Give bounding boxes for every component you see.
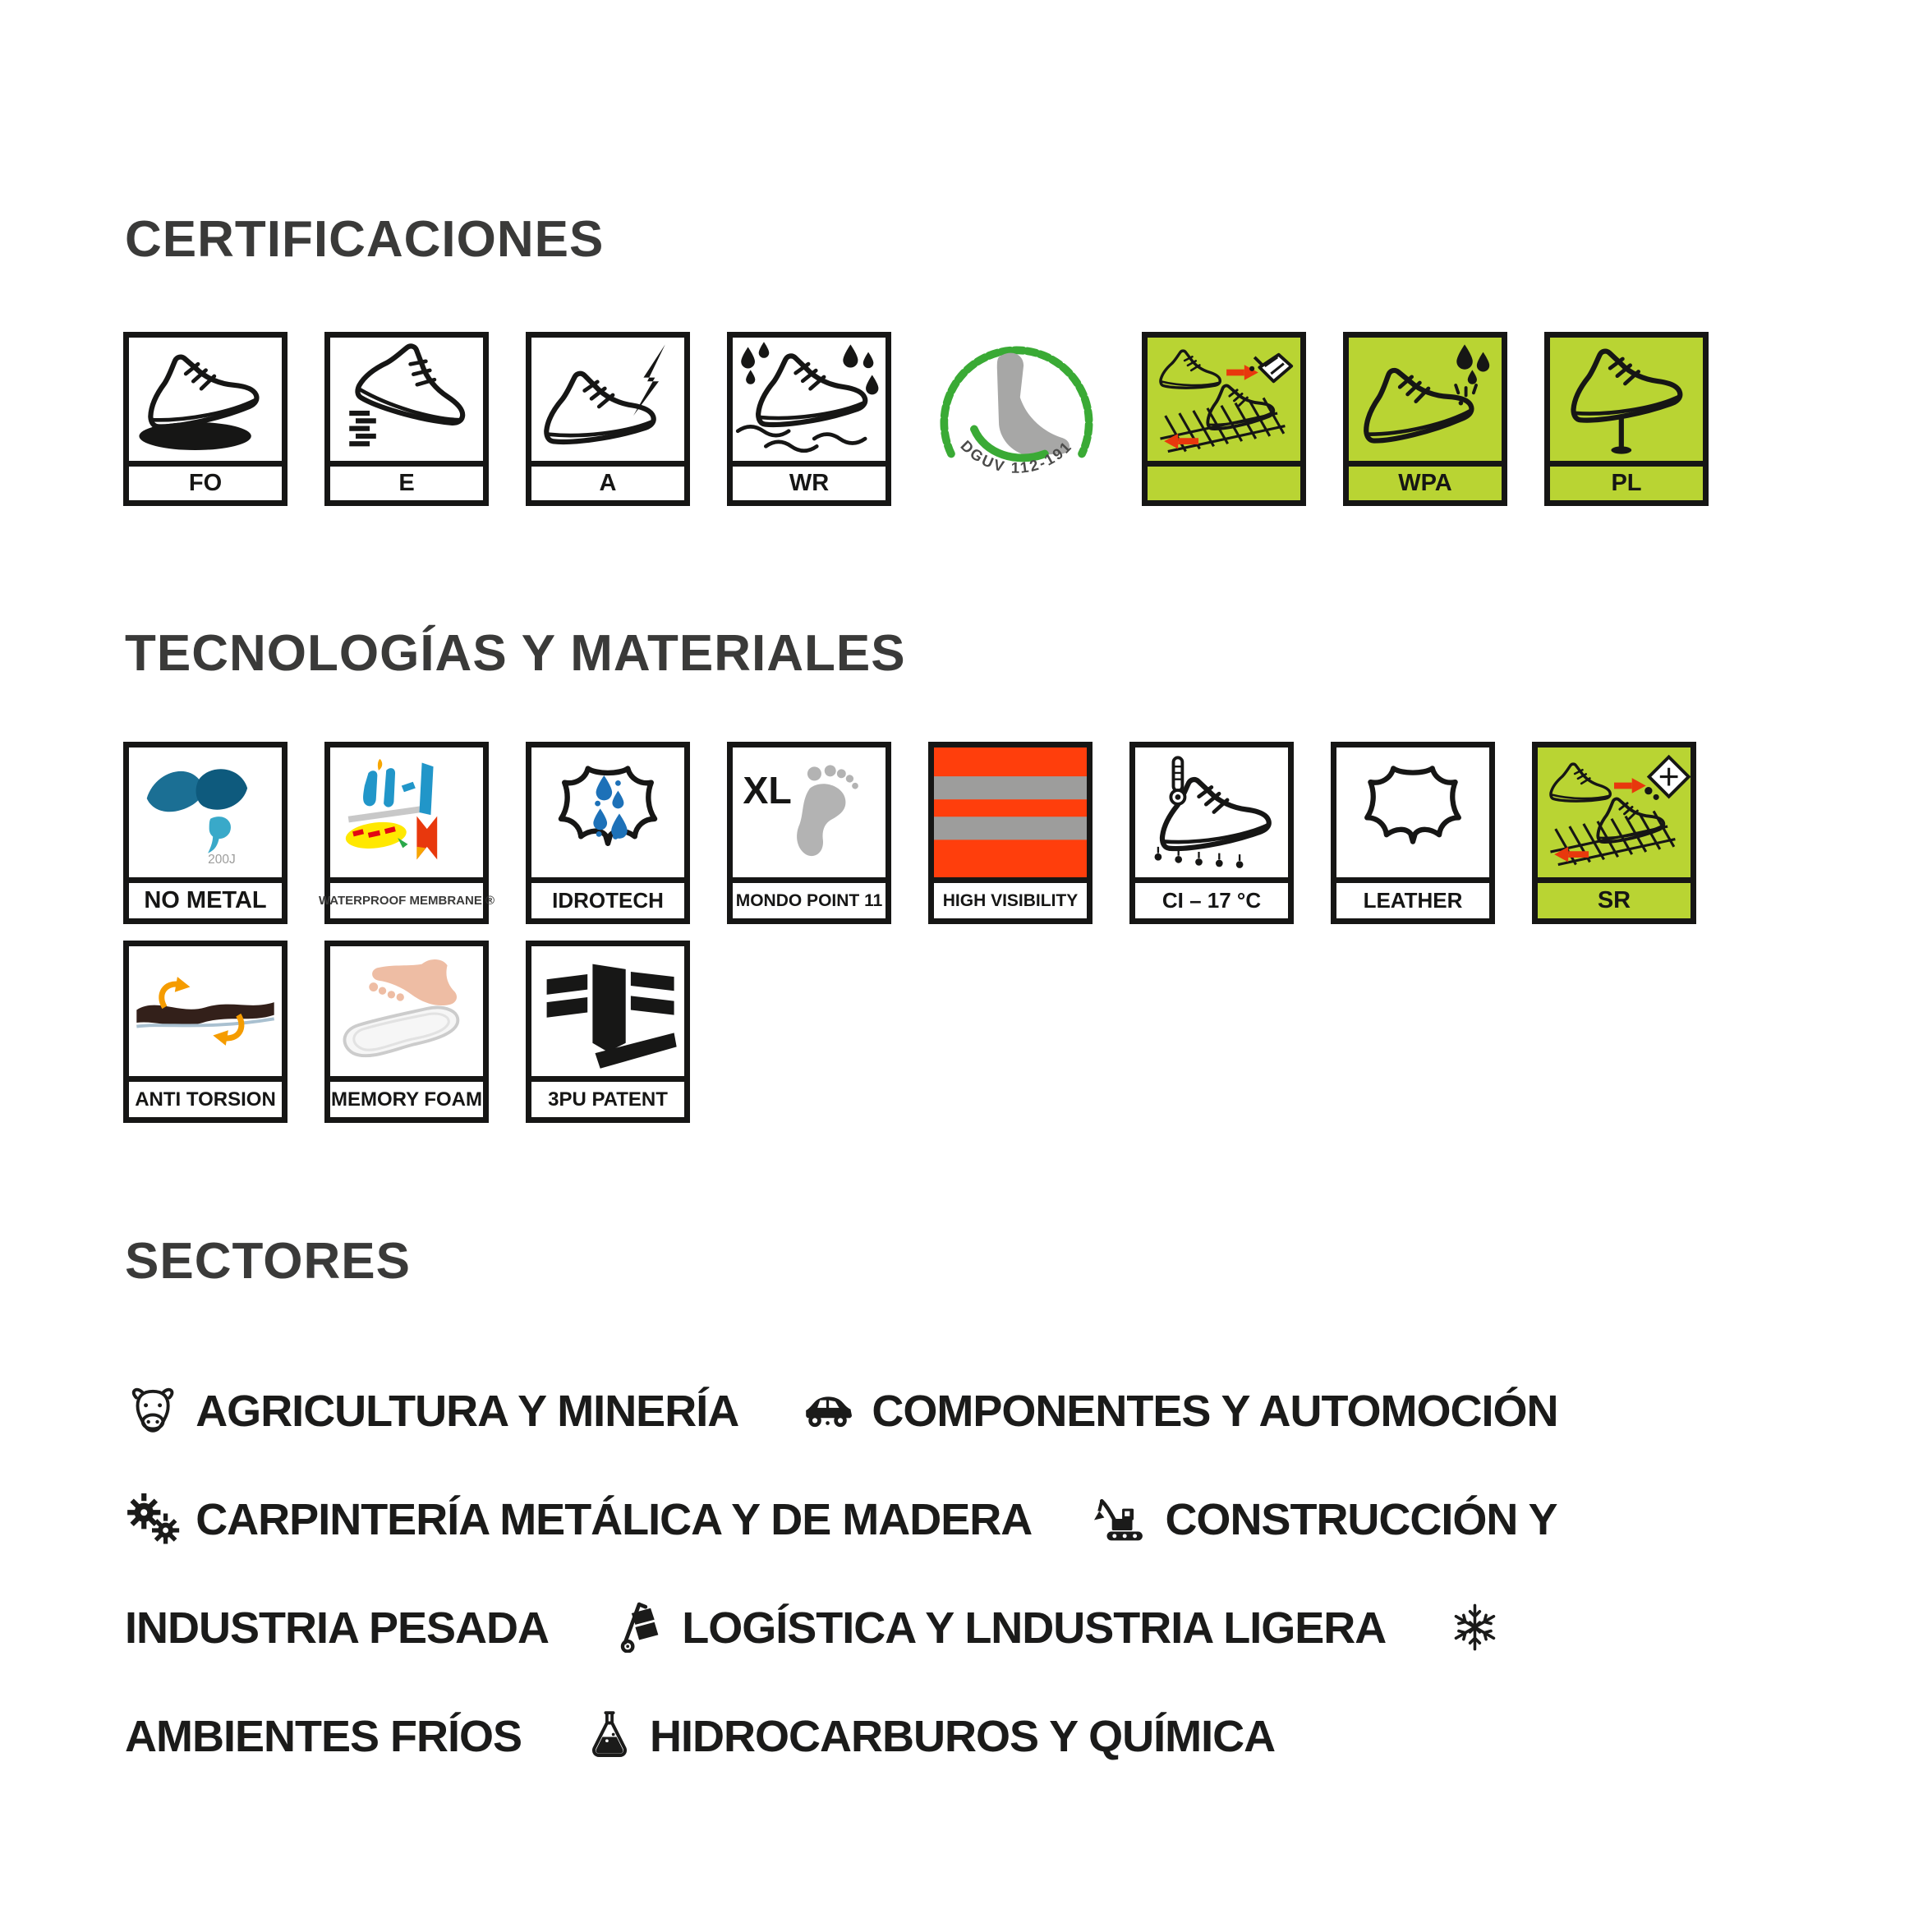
badge-label: SR bbox=[1538, 877, 1690, 918]
tech-badge-no-metal bbox=[123, 742, 288, 924]
badge-label: IDROTECH bbox=[531, 877, 684, 918]
cert-badge-e bbox=[324, 332, 489, 506]
cert-badge-fo bbox=[123, 332, 288, 506]
tech-badge-leather bbox=[1331, 742, 1495, 924]
badge-label bbox=[1148, 461, 1300, 500]
shoe-oil-resistant-icon bbox=[129, 338, 282, 461]
mondo-point-note: XL bbox=[743, 769, 792, 812]
sector-label: CARPINTERÍA METÁLICA Y DE MADERA bbox=[196, 1495, 1033, 1544]
tech-badge-sr bbox=[1532, 742, 1696, 924]
badge-label: 3PU PATENT bbox=[531, 1076, 684, 1117]
badge-label: LEATHER bbox=[1336, 877, 1489, 918]
badge-label: CI – 17 °C bbox=[1135, 877, 1288, 918]
badge-label: ANTI TORSION bbox=[129, 1076, 282, 1117]
sectors-list bbox=[125, 1357, 1669, 1791]
badge-label: WPA bbox=[1349, 461, 1502, 500]
shoe-water-resistant-icon bbox=[733, 338, 886, 461]
badge-label: WATERPROOF MEMBRANE ® bbox=[330, 877, 483, 918]
cert-badge-wpa bbox=[1343, 332, 1507, 506]
cow-icon bbox=[125, 1385, 181, 1436]
tech-badge-high-visibility bbox=[928, 742, 1092, 924]
hand-truck-icon bbox=[611, 1602, 667, 1653]
sector-label: LOGÍSTICA Y LNDUSTRIA LIGERA bbox=[682, 1603, 1387, 1653]
badge-label: WR bbox=[733, 461, 886, 500]
badge-label: A bbox=[531, 461, 684, 500]
sector-label: AMBIENTES FRÍOS bbox=[125, 1712, 522, 1761]
badge-label: HIGH VISIBILITY bbox=[934, 877, 1087, 918]
three-pu-patent-icon bbox=[531, 946, 684, 1076]
cert-badge-oil-grip bbox=[1142, 332, 1306, 506]
anti-torsion-sole-icon bbox=[129, 946, 282, 1076]
snowflake-icon bbox=[1448, 1602, 1502, 1653]
flask-icon bbox=[584, 1710, 635, 1761]
shoe-energy-absorption-icon bbox=[330, 338, 483, 461]
leather-hide-icon bbox=[1336, 748, 1489, 877]
leather-water-drops-icon bbox=[531, 748, 684, 877]
cert-badge-pl bbox=[1544, 332, 1709, 506]
shoe-perforation-icon bbox=[1550, 338, 1703, 461]
shoe-cold-insulation-icon bbox=[1135, 748, 1288, 877]
technologies-row-2 bbox=[123, 941, 690, 1123]
memory-foam-insole-icon bbox=[330, 946, 483, 1076]
certifications-row bbox=[123, 330, 1709, 507]
tech-badge-memory-foam bbox=[324, 941, 489, 1123]
gears-icon bbox=[125, 1493, 181, 1544]
dguv-label: DGUV 112-191 bbox=[957, 436, 1076, 476]
shoe-slip-resistant-icon bbox=[1538, 748, 1690, 877]
footprint-xl-icon bbox=[733, 748, 886, 877]
tech-badge-anti-torsion bbox=[123, 941, 288, 1123]
hi-vis-stripes-icon bbox=[934, 748, 1087, 877]
ergonomics-foot-circle-icon bbox=[928, 330, 1105, 507]
shoe-oil-grip-icon bbox=[1148, 338, 1300, 461]
technologies-row-1 bbox=[123, 742, 1696, 924]
car-icon bbox=[801, 1385, 857, 1436]
shoe-water-repellent-icon bbox=[1349, 338, 1502, 461]
tech-badge-idrotech bbox=[526, 742, 690, 924]
sector-label: CONSTRUCCIÓN Y INDUSTRIA PESADA bbox=[125, 1495, 1557, 1653]
cert-badge-a bbox=[526, 332, 690, 506]
tech-badge-membrane bbox=[318, 742, 495, 924]
sector-label: HIDROCARBUROS Y QUÍMICA bbox=[650, 1712, 1276, 1761]
sectors-title: SECTORES bbox=[125, 1233, 411, 1290]
technologies-title: TECNOLOGÍAS Y MATERIALES bbox=[125, 625, 906, 682]
membrane-logo-icon bbox=[330, 748, 483, 877]
no-metal-logo-icon bbox=[129, 748, 282, 877]
badge-label: FO bbox=[129, 461, 282, 500]
badge-label: MEMORY FOAM bbox=[330, 1076, 483, 1117]
shoe-antistatic-icon bbox=[531, 338, 684, 461]
badge-label: MONDO POINT 11 bbox=[733, 877, 886, 918]
certifications-title: CERTIFICACIONES bbox=[125, 211, 605, 268]
excavator-icon bbox=[1094, 1493, 1150, 1544]
cert-badge-wr bbox=[727, 332, 891, 506]
badge-label: NO METAL bbox=[129, 877, 282, 918]
tech-badge-3pu-patent bbox=[526, 941, 690, 1123]
sector-label: COMPONENTES Y AUTOMOCIÓN bbox=[872, 1387, 1558, 1436]
badge-label: PL bbox=[1550, 461, 1703, 500]
tech-badge-cold-insulation bbox=[1129, 742, 1294, 924]
no-metal-note: 200J bbox=[208, 853, 236, 867]
sector-label: AGRICULTURA Y MINERÍA bbox=[196, 1387, 739, 1436]
badge-label: E bbox=[330, 461, 483, 500]
tech-badge-mondo-point bbox=[727, 742, 891, 924]
